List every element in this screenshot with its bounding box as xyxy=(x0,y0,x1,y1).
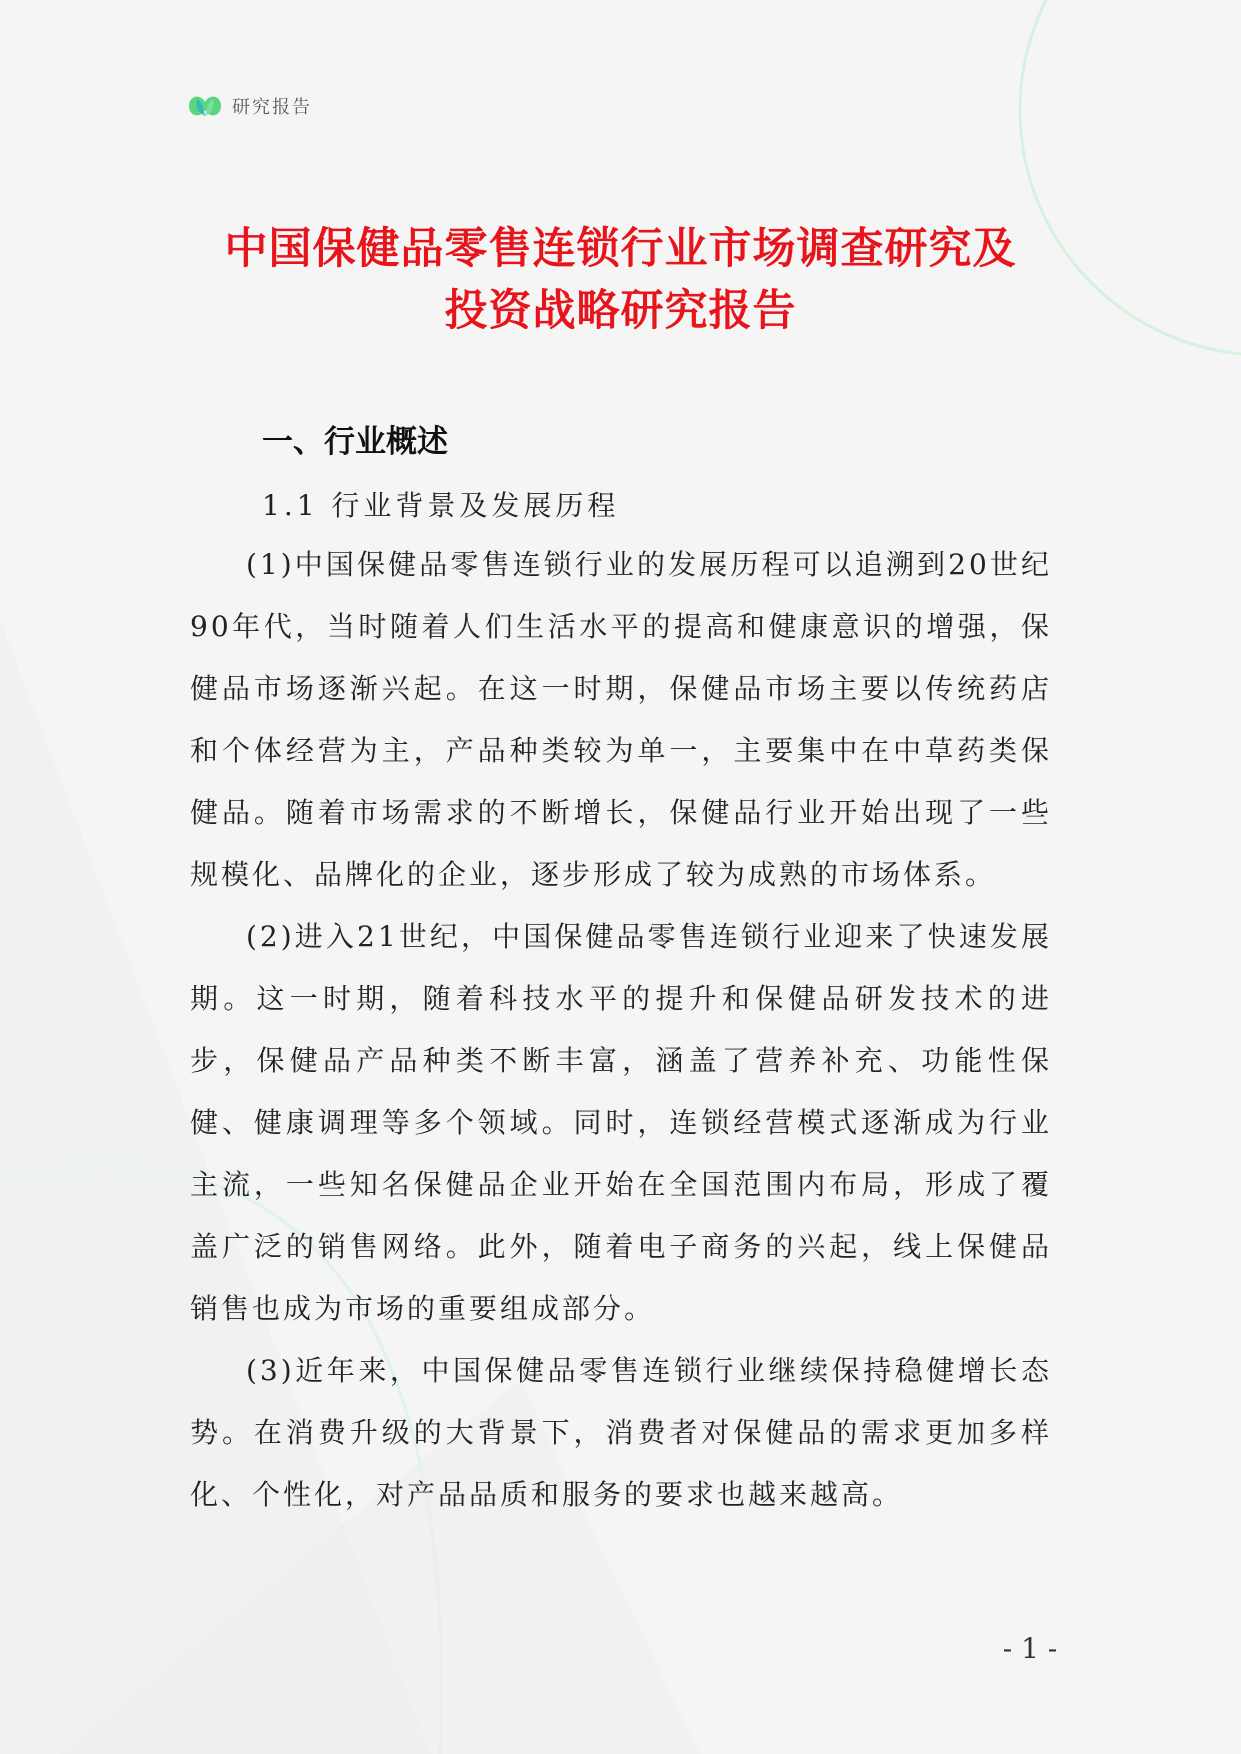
brand-text: 研究报告 xyxy=(232,97,312,118)
page-number: - 1 - xyxy=(1002,1632,1058,1665)
paragraph-2: (2)进入21世纪，中国保健品零售连锁行业迎来了快速发展期。这一时期，随着科技水平的提升和保健品研发技术的进步，保健品产品种类不断丰富，涵盖了营养补充、功能性保健、健康调理等多个领域。同时，连锁经营模式逐渐成为行业主流，一些知名保健品企业开始在全国范围内布局，形成了覆盖广泛的销售网络。此外，随着电子商务的兴起，线上保健品销售也成为市场的重要组成部分。 xyxy=(190,920,1052,1325)
brand-header xyxy=(186,88,312,124)
section-heading: 一、行业概述 xyxy=(262,424,448,460)
subsection-heading: 1.1 行业背景及发展历程 xyxy=(262,489,620,522)
title-line-1: 中国保健品零售连锁行业市场调查研究及 xyxy=(224,224,1017,274)
paragraph-1: (1)中国保健品零售连锁行业的发展历程可以追溯到20世纪90年代，当时随着人们生活水平的提高和健康意识的增强，保健品市场逐渐兴起。在这一时期，保健品市场主要以传统药店和个体经营为主，产品种类较为单一，主要集中在中草药类保健品。随着市场需求的不断增长，保健品行业开始出现了一些规模化、品牌化的企业，逐步形成了较为成熟的市场体系。 xyxy=(190,548,1052,891)
paragraph-3: (3)近年来，中国保健品零售连锁行业继续保持稳健增长态势。在消费升级的大背景下，消费者对保健品的需求更加多样化、个性化，对产品品质和服务的要求也越来越高。 xyxy=(190,1354,1052,1511)
document-body xyxy=(190,534,1052,1526)
leaf-logo-icon xyxy=(186,90,224,122)
title-line-2: 投资战略研究报告 xyxy=(444,286,797,336)
document-title xyxy=(150,218,1091,342)
